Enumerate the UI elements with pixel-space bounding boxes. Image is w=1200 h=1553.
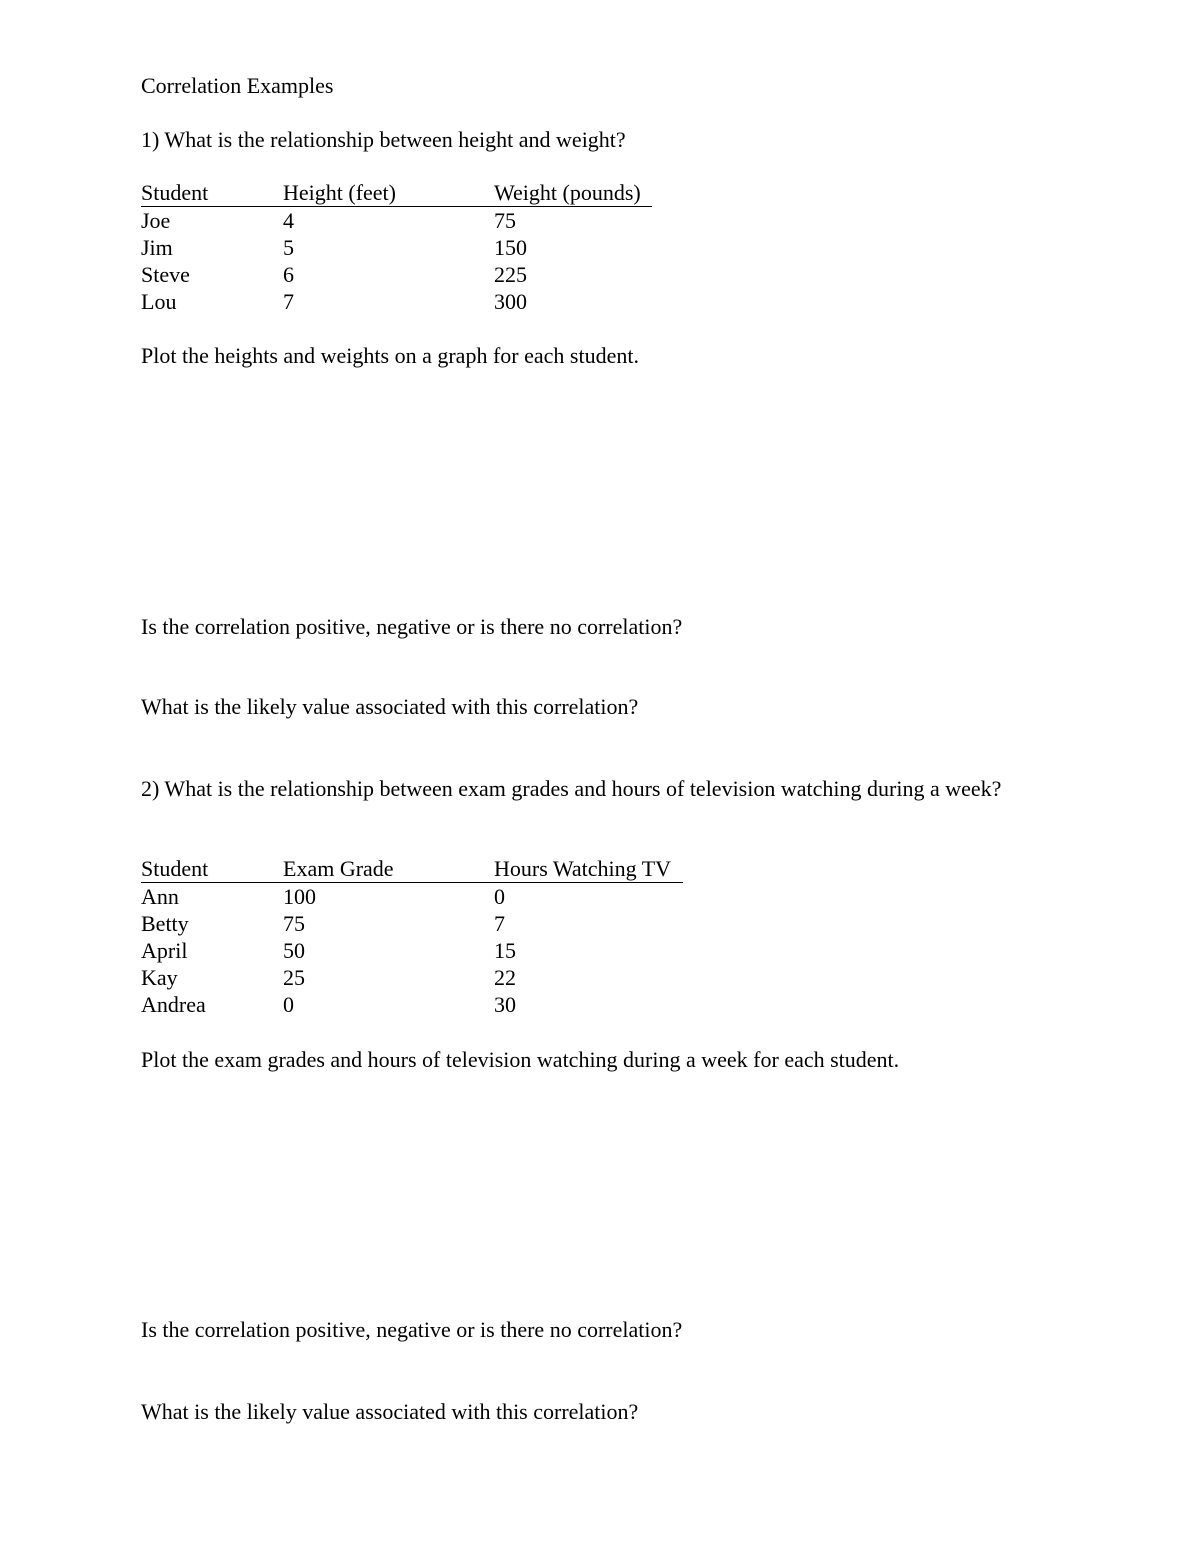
cell-exam-grade: 100 bbox=[283, 884, 316, 909]
cell-student: Betty bbox=[141, 911, 189, 936]
table-row bbox=[141, 261, 652, 288]
page-title: Correlation Examples bbox=[141, 73, 334, 98]
table-header-row bbox=[141, 855, 683, 883]
plot-instruction-1: Plot the heights and weights on a graph for each student. bbox=[141, 343, 639, 368]
cell-exam-grade: 75 bbox=[283, 911, 305, 936]
correlation-question-2: Is the correlation positive, negative or is there no correlation? bbox=[141, 1317, 683, 1342]
header-weight: Weight (pounds) bbox=[494, 180, 641, 205]
table-row bbox=[141, 207, 652, 234]
cell-student: April bbox=[141, 938, 188, 963]
header-student: Student bbox=[141, 180, 209, 205]
question-2: 2) What is the relationship between exam grades and hours of television watching during a week? bbox=[141, 776, 1002, 801]
cell-weight: 150 bbox=[494, 235, 527, 260]
table-row bbox=[141, 964, 683, 991]
table-row bbox=[141, 910, 683, 937]
cell-height: 7 bbox=[283, 289, 294, 314]
cell-hours-tv: 22 bbox=[494, 965, 516, 990]
cell-weight: 300 bbox=[494, 289, 527, 314]
cell-weight: 225 bbox=[494, 262, 527, 287]
plot-instruction-2: Plot the exam grades and hours of television watching during a week for each student. bbox=[141, 1047, 900, 1072]
cell-student: Joe bbox=[141, 208, 171, 233]
cell-height: 6 bbox=[283, 262, 294, 287]
question-1: 1) What is the relationship between height and weight? bbox=[141, 127, 626, 152]
value-question-1: What is the likely value associated with this correlation? bbox=[141, 694, 639, 719]
cell-height: 5 bbox=[283, 235, 294, 260]
cell-student: Andrea bbox=[141, 992, 206, 1017]
table-row bbox=[141, 937, 683, 964]
header-hours-tv: Hours Watching TV bbox=[494, 856, 672, 881]
cell-hours-tv: 0 bbox=[494, 884, 505, 909]
cell-student: Lou bbox=[141, 289, 177, 314]
header-student: Student bbox=[141, 856, 209, 881]
table-row bbox=[141, 883, 683, 910]
cell-student: Ann bbox=[141, 884, 179, 909]
table-header-row bbox=[141, 179, 652, 207]
cell-weight: 75 bbox=[494, 208, 516, 233]
table-row bbox=[141, 991, 683, 1018]
cell-student: Steve bbox=[141, 262, 190, 287]
cell-student: Kay bbox=[141, 965, 178, 990]
cell-hours-tv: 7 bbox=[494, 911, 505, 936]
cell-exam-grade: 50 bbox=[283, 938, 305, 963]
table-row bbox=[141, 234, 652, 261]
cell-hours-tv: 15 bbox=[494, 938, 516, 963]
header-exam-grade: Exam Grade bbox=[283, 856, 394, 881]
value-question-2: What is the likely value associated with this correlation? bbox=[141, 1399, 639, 1424]
cell-hours-tv: 30 bbox=[494, 992, 516, 1017]
cell-exam-grade: 25 bbox=[283, 965, 305, 990]
cell-exam-grade: 0 bbox=[283, 992, 294, 1017]
cell-height: 4 bbox=[283, 208, 294, 233]
correlation-question-1: Is the correlation positive, negative or is there no correlation? bbox=[141, 614, 683, 639]
table-row bbox=[141, 288, 652, 315]
cell-student: Jim bbox=[141, 235, 173, 260]
grade-tv-table bbox=[141, 855, 683, 1018]
height-weight-table bbox=[141, 179, 652, 315]
header-height: Height (feet) bbox=[283, 180, 396, 205]
